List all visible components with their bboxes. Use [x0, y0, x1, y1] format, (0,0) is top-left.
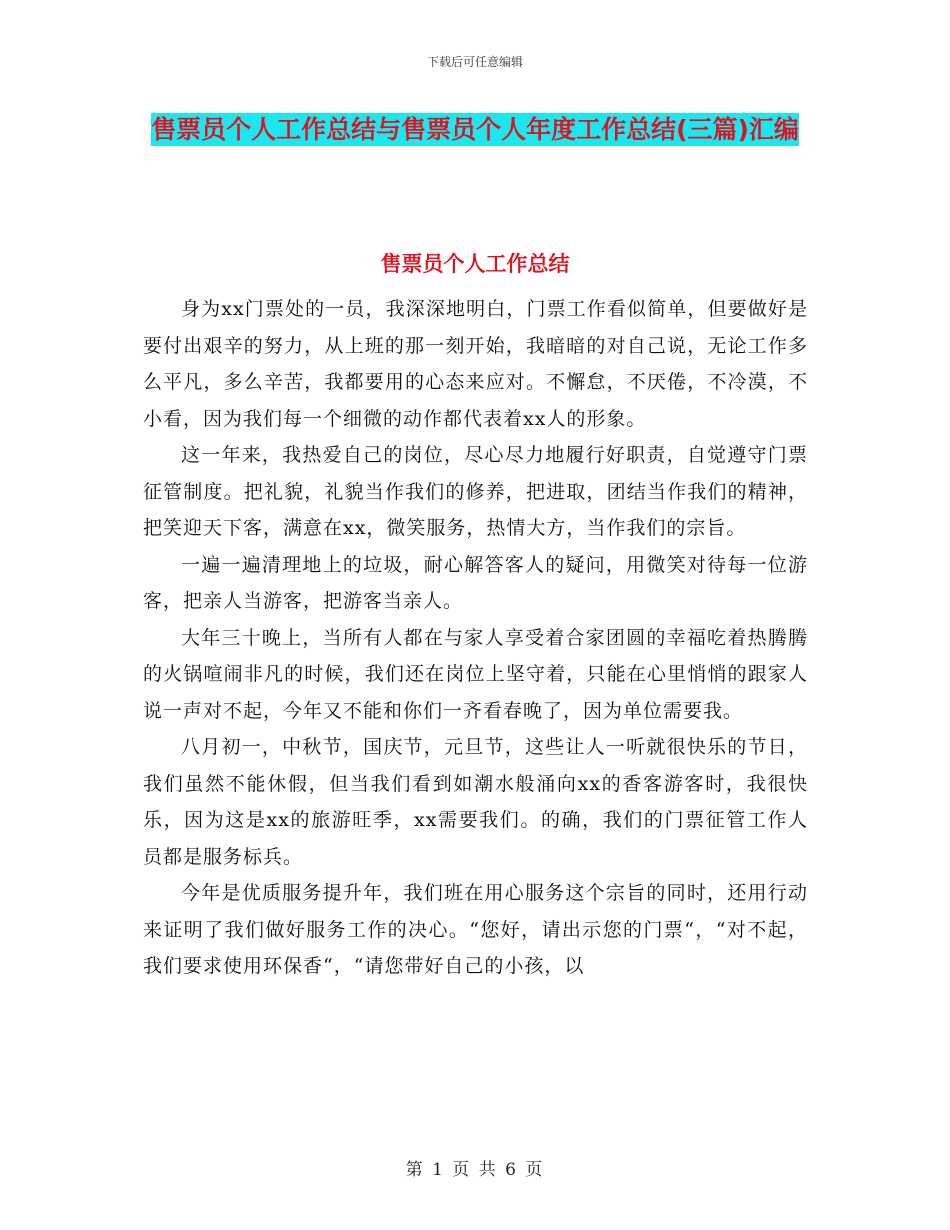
paragraph: 大年三十晚上，当所有人都在与家人享受着合家团圆的幸福吃着热腾腾的火锅喧闹非凡的时候，我们还在岗位上坚守着，只能在心里悄悄的跟家人说一声对不起，今年又不能和你们一齐看春晚了，因为单位需要我。 [143, 626, 808, 722]
page-number-footer: 第 1 页 共 6 页 [405, 1160, 545, 1180]
paragraph: 八月初一，中秋节，国庆节，元旦节，这些让人一听就很快乐的节日，我们虽然不能休假，但当我们看到如潮水般涌向xx的香客游客时，我很快乐，因为这是xx的旅游旺季，xx需要我们。的确，我们的门票征管工作人员都是服务标兵。 [143, 736, 808, 868]
section-heading: 售票员个人工作总结 [380, 252, 570, 276]
paragraph: 身为xx门票处的一员，我深深地明白，门票工作看似简单，但要做好是要付出艰辛的努力，从上班的那一刻开始，我暗暗的对自己说，无论工作多么平凡，多么辛苦，我都要用的心态来应对。不懈怠，不厌倦，不冷漠，不小看，因为我们每一个细微的动作都代表着xx人的形象。 [143, 298, 808, 430]
paragraph: 今年是优质服务提升年，我们班在用心服务这个宗旨的同时，还用行动来证明了我们做好服务工作的决心。“您好，请出示您的门票“，“对不起，我们要求使用环保香“，“请您带好自己的小孩，以 [143, 882, 808, 977]
document-title [140, 106, 810, 154]
document-title-text: 售票员个人工作总结与售票员个人年度工作总结(三篇)汇编 [151, 115, 799, 144]
paragraph: 一遍一遍清理地上的垃圾，耐心解答客人的疑问，用微笑对待每一位游客，把亲人当游客，把游客当亲人。 [143, 553, 808, 612]
paragraph: 这一年来，我热爱自己的岗位，尽心尽力地履行好职责，自觉遵守门票征管制度。把礼貌，礼貌当作我们的修养，把进取，团结当作我们的精神，把笑迎天下客，满意在xx，微笑服务，热情大方，当作我们的宗旨。 [143, 444, 808, 539]
document-body [143, 291, 808, 985]
page-header-note: 下载后可任意编辑 [426, 55, 523, 69]
